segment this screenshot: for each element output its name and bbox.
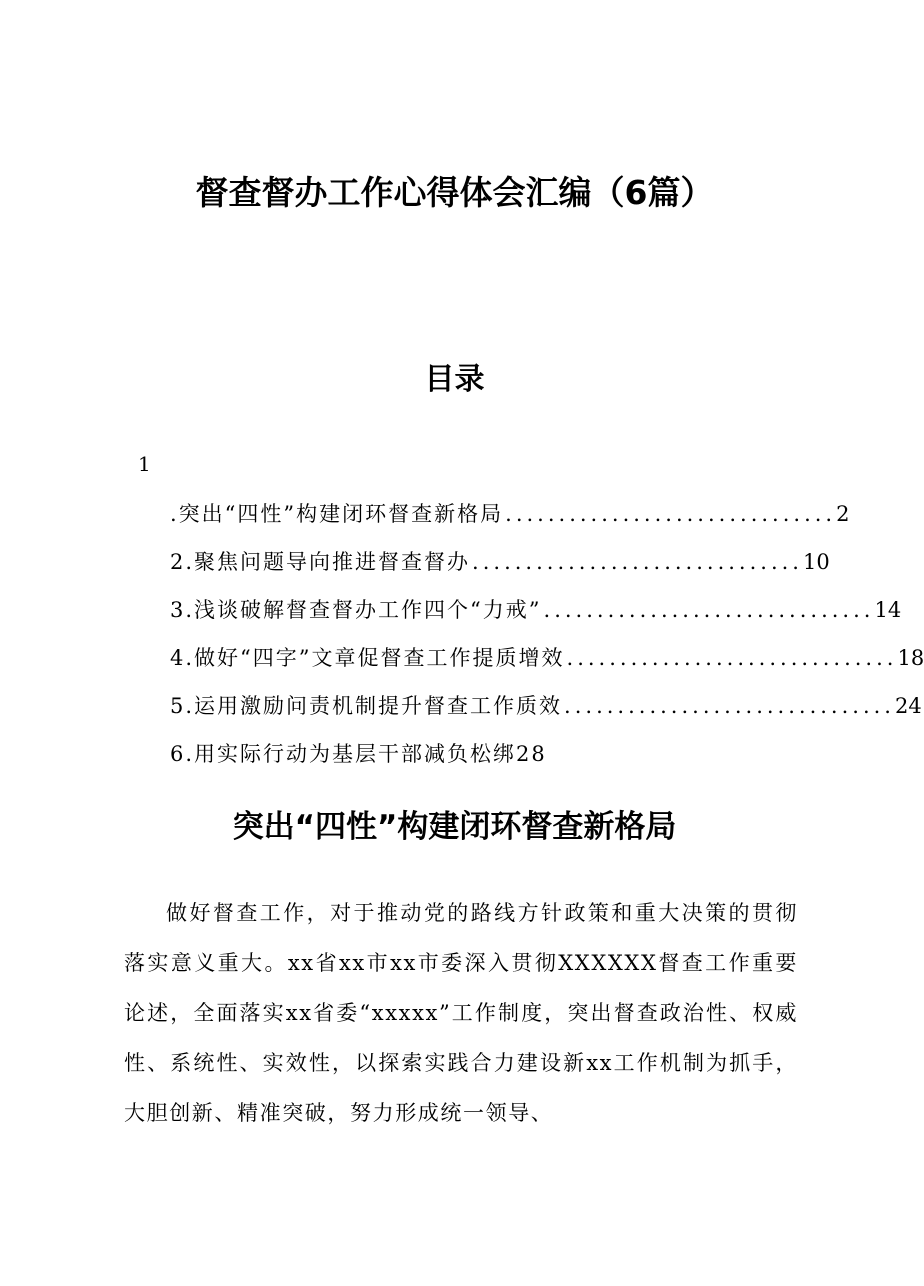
toc-leader-dots: ...............................	[505, 502, 837, 526]
toc-entry-page: 14	[874, 598, 902, 622]
toc-entry-text: 3.浅谈破解督查督办工作四个“力戒”	[170, 598, 542, 622]
toc-leading-number: 1	[138, 452, 151, 476]
toc-entry-6[interactable]	[170, 730, 756, 778]
toc-entry-5[interactable]	[170, 682, 922, 730]
toc-entry-text: 2.聚焦问题导向推进督查督办	[170, 550, 471, 574]
toc-leader-dots: ...............................	[472, 550, 803, 574]
toc-entry-page: 2	[836, 502, 850, 526]
toc-entry-text: 4.做好“四字”文章促督查工作提质增效	[170, 646, 565, 670]
document-title: 督查督办工作心得体会汇编（6篇）	[195, 173, 714, 212]
section-title: 突出“四性”构建闭环督查新格局	[232, 809, 677, 845]
toc-entry-text: 6.用实际行动为基层干部减负松绑28	[170, 742, 547, 766]
table-of-contents	[170, 490, 924, 778]
toc-entry-3[interactable]	[170, 586, 902, 634]
toc-entry-page: 10	[802, 550, 830, 574]
toc-leader-dots: ...............................	[564, 694, 895, 718]
toc-entry-page: 18	[897, 646, 924, 670]
toc-entry-4[interactable]	[170, 634, 924, 682]
body-paragraph: 做好督查工作，对于推动党的路线方针政策和重大决策的贯彻落实意义重大。xx省xx市xx市委深入贯彻XXXXXX督查工作重要论述，全面落实xx省委“xxxxx”工作制度，突出督查政治性、权威性、系统性、实效性，以探索实践合力建设新xx工作机制为抓手，大胆创新、精准突破，努力形成统一领导、	[124, 901, 798, 1125]
toc-entry-1[interactable]	[170, 490, 850, 538]
toc-leader-dots: ...............................	[543, 598, 875, 622]
toc-entry-2[interactable]	[170, 538, 830, 586]
toc-leader-dots: ...............................	[566, 646, 898, 670]
toc-entry-text: 5.运用激励问责机制提升督查工作质效	[170, 694, 563, 718]
toc-heading: 目录	[424, 362, 485, 397]
toc-entry-page: 24	[894, 694, 922, 718]
toc-entry-text: .突出“四性”构建闭环督查新格局	[170, 502, 504, 526]
